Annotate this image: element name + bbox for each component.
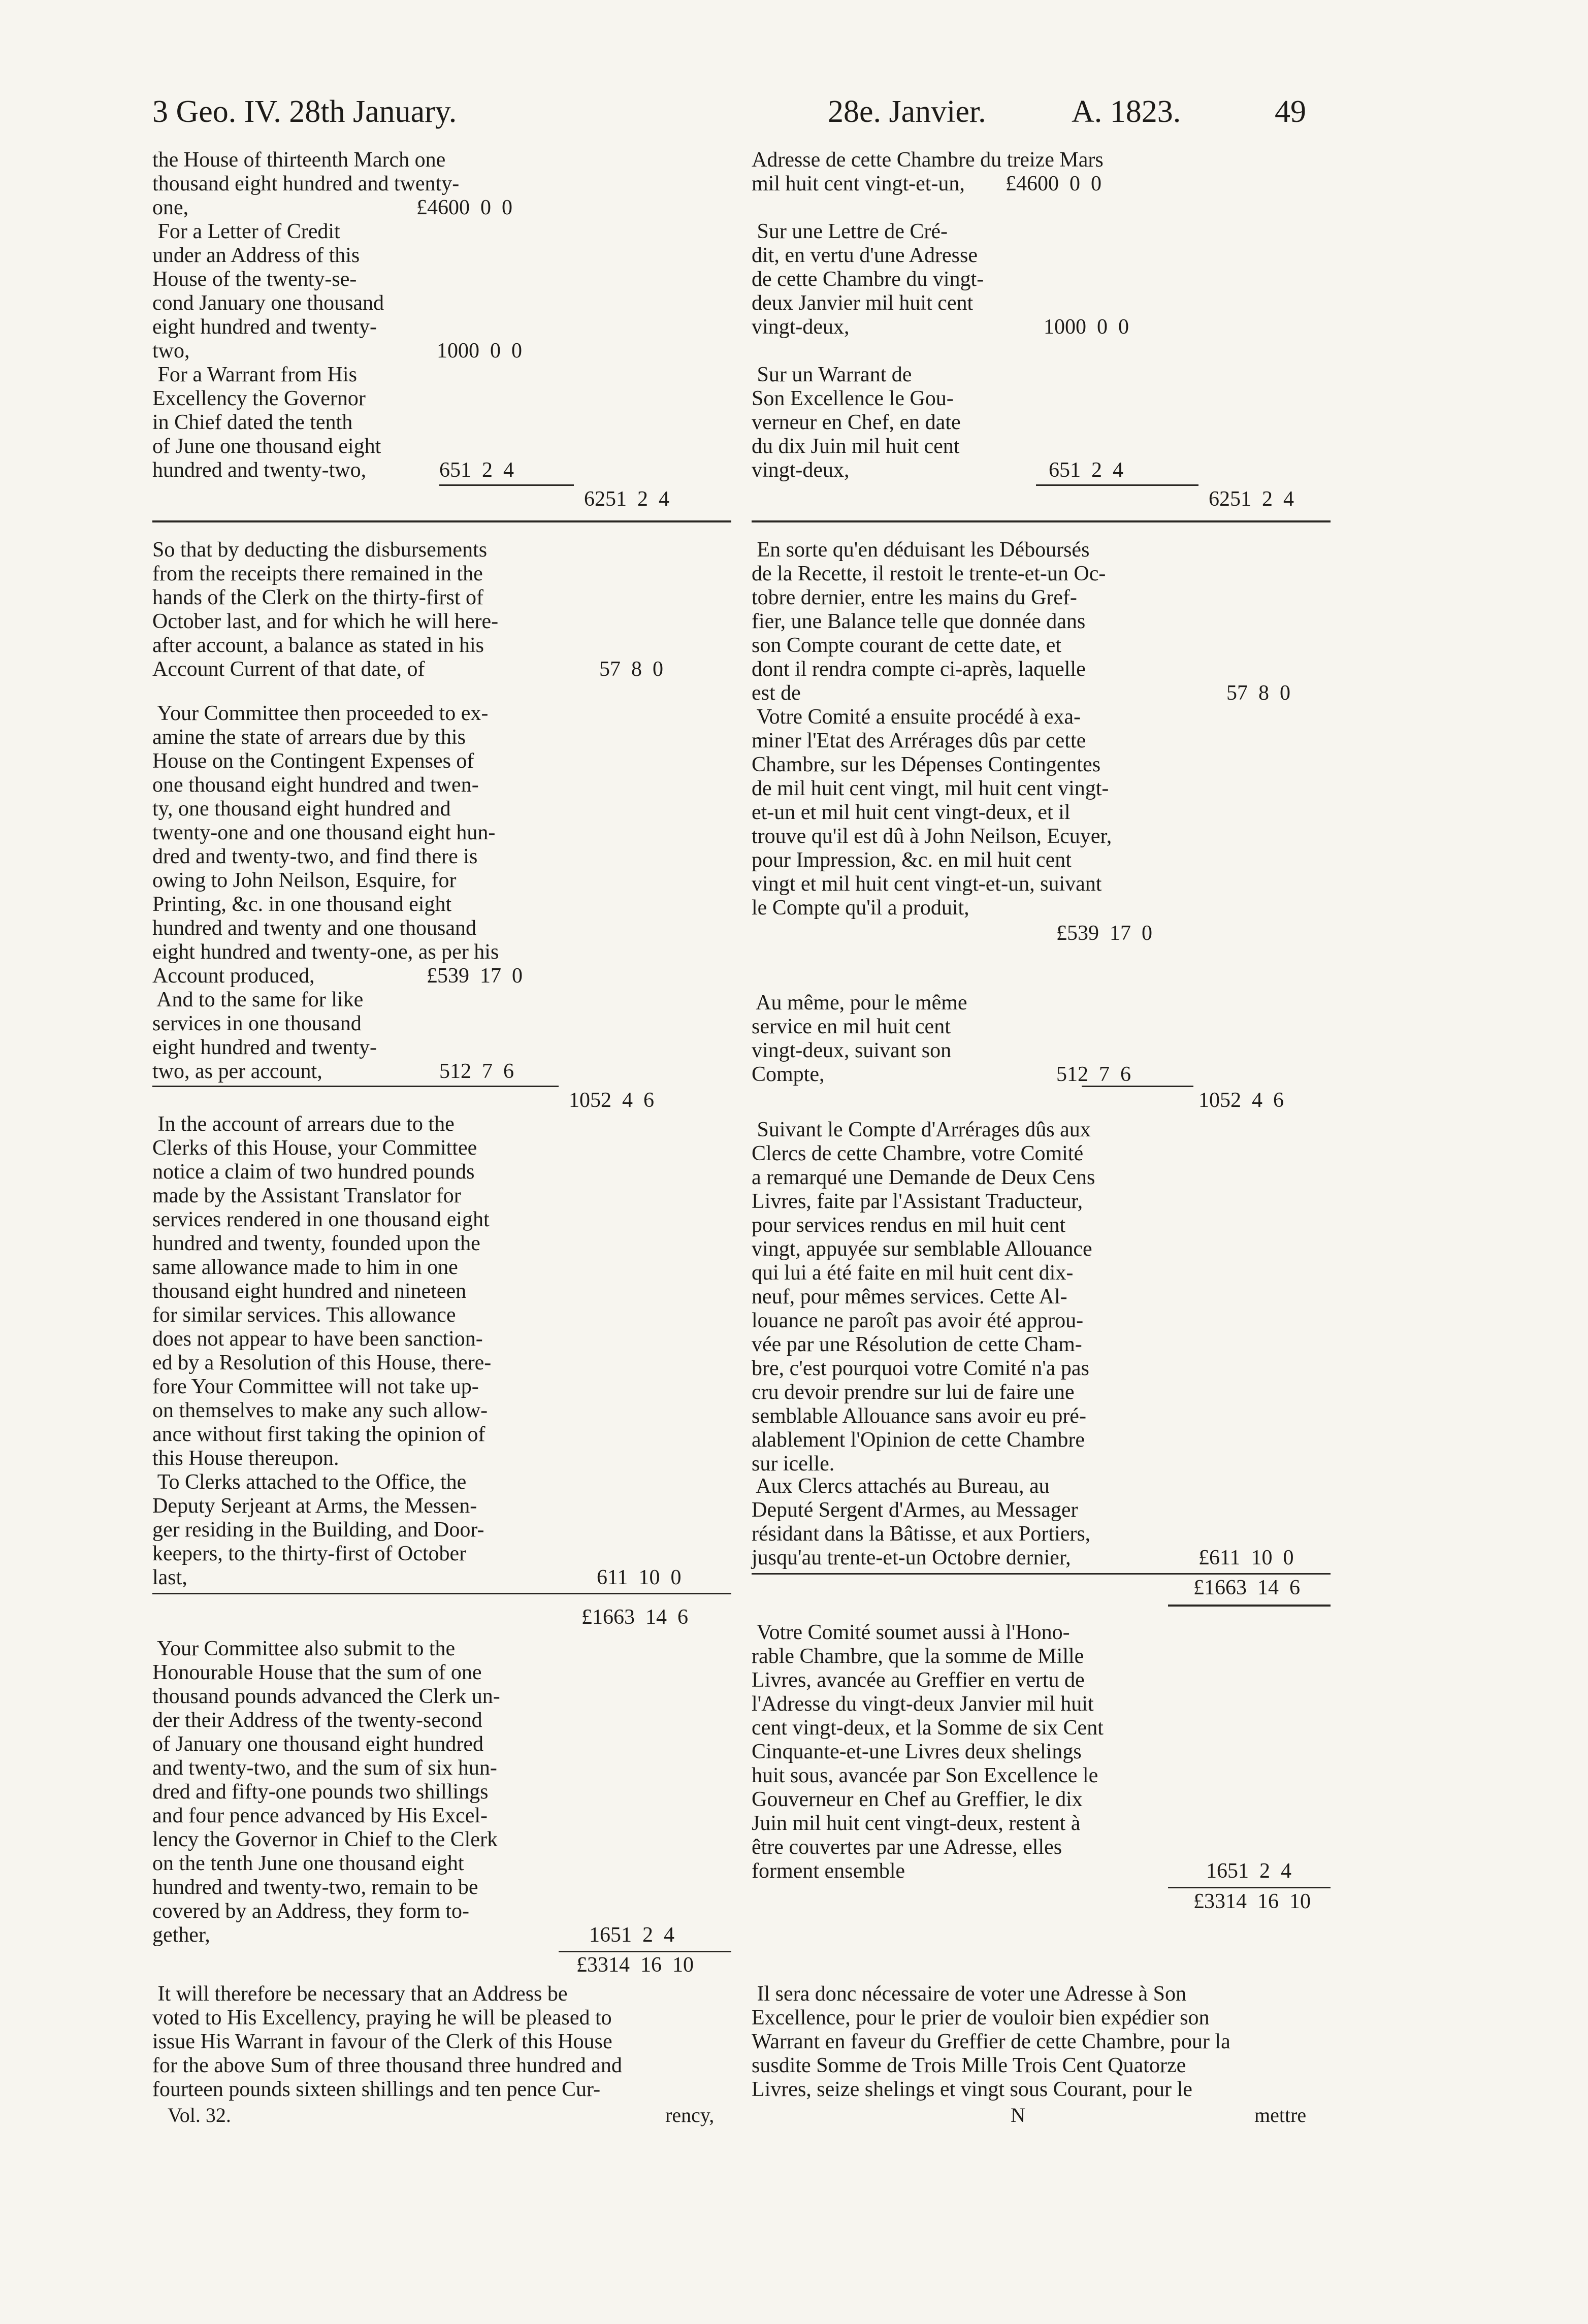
left-address-paragraph: It will therefore be necessary that an Address be voted to His Excellency, praying he will be pleased to issue His Warrant in favour of the Clerk of this House for the above Sum of three thousand three hundred and fourteen pounds sixteen shillings and ten pence Cur- xyxy=(152,1982,622,2101)
right-arrears-amount: £539 17 0 xyxy=(1056,922,1152,945)
left-block-1-amount: £4600 0 0 xyxy=(416,196,512,219)
volume-label: Vol. 32. xyxy=(168,2104,231,2126)
left-block-3-total: 6251 2 4 xyxy=(584,487,669,511)
right-services-rule xyxy=(1082,1086,1193,1087)
right-block-2-amount: 1000 0 0 xyxy=(1044,315,1129,339)
left-clerks-amount: 611 10 0 xyxy=(597,1566,682,1589)
right-clerks-total-rule xyxy=(1168,1605,1331,1607)
signature-mark: N xyxy=(1011,2104,1025,2126)
left-submission-paragraph: Your Committee also submit to the Honourable House that the sum of one thousand pounds advanced the Clerk un- der their Address of the twenty-second of January one thousand eight hundred and twenty-two, and the sum of six hun- dred and fifty-one pounds two shillings and four pence advanced by His Excel- lency the Governor in Chief to the Clerk on the tenth June one thousand eight hundred and twenty-two, remain to be covered by an Address, they form to- gether, xyxy=(152,1637,500,1947)
left-section-separator xyxy=(152,520,731,522)
left-arrears-paragraph: Your Committee then proceeded to ex- amine the state of arrears due by this House on the Contingent Expenses of one thousand eight hundred and twen- ty, one thousand eight hundred and twenty-one and one thousand eight hun- dred and twenty-two, and find there is owing to John Neilson, Esquire, for Printing, &c. in one thousand eight hundred and twenty and one thousand eight hundred and twenty-one, as per his Account produced, xyxy=(152,702,499,988)
header-left: 3 Geo. IV. 28th January. xyxy=(152,94,457,129)
left-block-3-amount: 651 2 4 xyxy=(439,459,514,482)
right-block-3-total: 6251 2 4 xyxy=(1209,487,1294,511)
left-submission-rule xyxy=(559,1951,731,1952)
right-services-paragraph: Au même, pour le même service en mil huit cent vingt-deux, suivant son Compte, xyxy=(752,991,967,1086)
right-clerks-rule xyxy=(752,1573,1331,1575)
left-catchword: rency, xyxy=(665,2104,715,2126)
left-clerks-paragraph: To Clerks attached to the Office, the Deputy Serjeant at Arms, the Messen- ger residing in the Building, and Door- keepers, to the thirty-first of October last, xyxy=(152,1470,484,1589)
right-block-1-text: Adresse de cette Chambre du treize Mars mil huit cent vingt-et-un, xyxy=(752,148,1104,195)
right-submission-amount: 1651 2 4 xyxy=(1206,1859,1291,1883)
page-header xyxy=(152,94,1334,145)
right-submission-total: £3314 16 10 xyxy=(1193,1890,1311,1913)
left-block-1-text: the House of thirteenth March one thousand eight hundred and twenty- one, xyxy=(152,148,460,219)
right-section-separator xyxy=(752,520,1331,522)
left-services-rule xyxy=(152,1086,559,1087)
left-submission-total: £3314 16 10 xyxy=(576,1953,694,1977)
right-block-3-amount: 651 2 4 xyxy=(1049,459,1123,482)
left-clerks-rule xyxy=(152,1593,731,1594)
left-block-3-text: For a Warrant from His Excellency the Governor in Chief dated the tenth of June one thousand eight hundred and twenty-two, xyxy=(152,363,381,482)
right-subtotal-rule xyxy=(1036,484,1198,486)
right-block-3-text: Sur un Warrant de Son Excellence le Gou- verneur en Chef, en date du dix Juin mil huit cent vingt-deux, xyxy=(752,363,961,482)
left-balance-amount: 57 8 0 xyxy=(599,658,663,681)
right-clerks-paragraph: Aux Clercs attachés au Bureau, au Deputé Sergent d'Armes, au Messager résidant dans la Bâtisse, et aux Portiers, jusqu'au trente-et-un Octobre dernier, xyxy=(752,1475,1091,1569)
right-balance-amount: 57 8 0 xyxy=(1226,681,1290,705)
right-block-2-text: Sur une Lettre de Cré- dit, en vertu d'une Adresse de cette Chambre du vingt- deux Janvier mil huit cent vingt-deux, xyxy=(752,220,984,339)
right-translator-paragraph: Suivant le Compte d'Arrérages dûs aux Clercs de cette Chambre, votre Comité a remarqué une Demande de Deux Cens Livres, faite par l'Assistant Traducteur, pour services rendus en mil huit cent vingt, appuyée sur semblable Allouance qui lui a été faite en mil huit cent dix- neuf, pour mêmes services. Cette Al- louance ne paroît pas avoir été approu- vée par une Résolution de cette Cham- bre, c'est pourquoi votre Comité n'a pas cru devoir prendre sur lui de faire une semblable Allouance sans avoir eu pré- alablement l'Opinion de cette Chambre sur icelle. xyxy=(752,1118,1095,1476)
left-services-total: 1052 4 6 xyxy=(569,1089,654,1112)
page-number: 49 xyxy=(1275,94,1306,129)
right-catchword: mettre xyxy=(1254,2104,1307,2126)
right-balance-paragraph: En sorte qu'en déduisant les Déboursés de la Recette, il restoit le trente-et-un Oc- tobre dernier, entre les mains du Gref- fier, une Balance telle que donnée dans son Compte courant de cette date, et dont il rendra compte ci-après, laquelle est de xyxy=(752,538,1106,705)
right-block-1-amount: £4600 0 0 xyxy=(1006,172,1101,195)
left-services-amount: 512 7 6 xyxy=(439,1060,514,1083)
left-translator-paragraph: In the account of arrears due to the Clerks of this House, your Committee notice a claim of two hundred pounds made by the Assistant Translator for services rendered in one thousand eight hundred and twenty, founded upon the same allowance made to him in one thousand eight hundred and nineteen for similar services. This allowance does not appear to have been sanction- ed by a Resolution of this House, there- fore Your Committee will not take up- on themselves to make any such allow- ance without first taking the opinion of this House thereupon. xyxy=(152,1112,492,1470)
left-clerks-total: £1663 14 6 xyxy=(581,1606,688,1629)
left-subtotal-rule xyxy=(439,484,574,486)
left-balance-paragraph: So that by deducting the disbursements from the receipts there remained in the hands of the Clerk on the thirty-first of October last, and for which he will here- after account, a balance as stated in his Account Current of that date, of xyxy=(152,538,499,681)
header-center: 28e. Janvier. xyxy=(828,94,986,129)
right-arrears-paragraph: Votre Comité a ensuite procédé à exa- miner l'Etat des Arrérages dûs par cette Chambre, sur les Dépenses Contingentes de mil huit cent vingt, mil huit cent vingt- et-un et mil huit cent vingt-deux, et il trouve qu'il est dû à John Neilson, Ecuyer, pour Impression, &c. en mil huit cent vingt et mil huit cent vingt-et-un, suivant le Compte qu'il a produit, xyxy=(752,705,1112,920)
header-year: A. 1823. xyxy=(1072,94,1181,129)
right-services-amount: 512 7 6 xyxy=(1056,1063,1131,1086)
right-submission-paragraph: Votre Comité soumet aussi à l'Hono- rable Chambre, que la somme de Mille Livres, avancée au Greffier en vertu de l'Adresse du vingt-deux Janvier mil huit cent vingt-deux, et la Somme de six Cent Cinquante-et-une Livres deux shelings huit sous, avancée par Son Excellence le Gouverneur en Chef au Greffier, le dix Juin mil huit cent vingt-deux, restent à être couvertes par une Adresse, elles forment ensemble xyxy=(752,1621,1104,1883)
left-submission-amount: 1651 2 4 xyxy=(589,1923,674,1947)
left-block-2-amount: 1000 0 0 xyxy=(437,339,522,363)
left-block-2-text: For a Letter of Credit under an Address of this House of the twenty-se- cond January one thousand eight hundred and twenty- two, xyxy=(152,220,384,363)
right-submission-rule xyxy=(1168,1887,1331,1888)
right-clerks-amount: £611 10 0 xyxy=(1198,1546,1294,1569)
left-arrears-amount: £539 17 0 xyxy=(427,964,523,988)
right-address-paragraph: Il sera donc nécessaire de voter une Adresse à Son Excellence, pour le prier de vouloir bien expédier son Warrant en faveur du Greffier de cette Chambre, pour la susdite Somme de Trois Mille Trois Cent Quatorze Livres, seize shelings et vingt sous Courant, pour le xyxy=(752,1982,1230,2101)
right-clerks-total: £1663 14 6 xyxy=(1193,1576,1300,1599)
right-services-total: 1052 4 6 xyxy=(1198,1089,1284,1112)
left-services-paragraph: And to the same for like services in one thousand eight hundred and twenty- two, as per account, xyxy=(152,988,377,1083)
